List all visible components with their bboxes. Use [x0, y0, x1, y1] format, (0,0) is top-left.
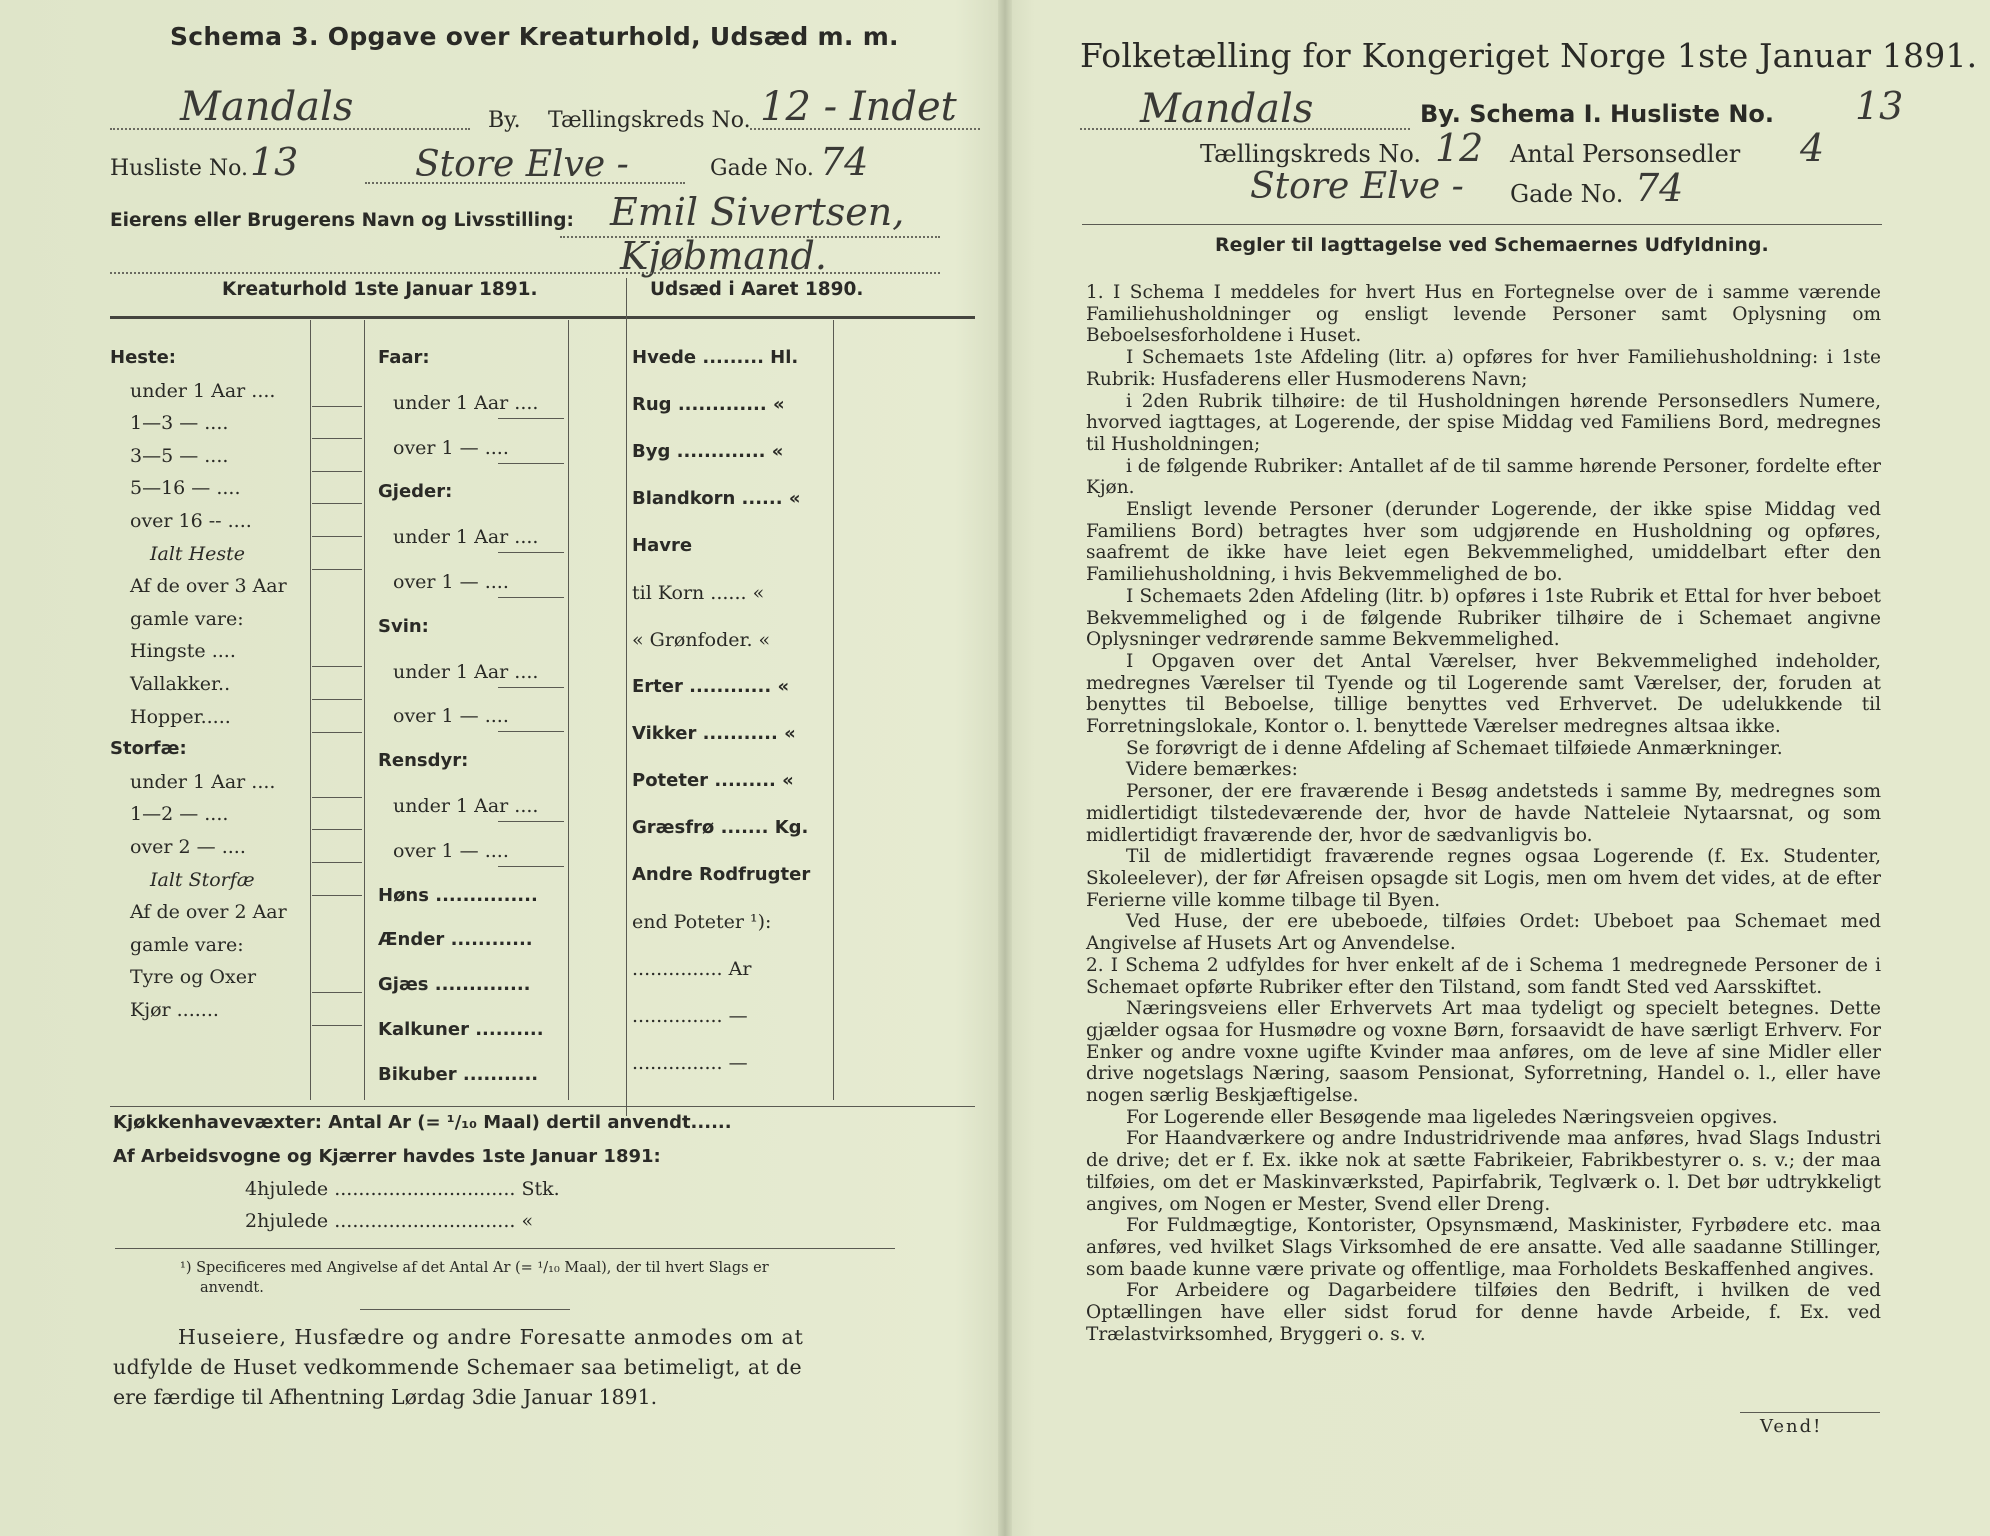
col2-row: Rensdyr: — [378, 750, 469, 772]
r-by-handwritten: Mandals — [1140, 86, 1314, 132]
col2-entry-line — [498, 687, 564, 688]
col1-row: Ialt Storfæ — [150, 868, 255, 891]
rules-paragraph: Se forøvrigt de i denne Afdeling af Schemaet tilføiede Anmærkninger. — [1126, 737, 1783, 759]
col1-row: Vallakker.. — [130, 673, 231, 695]
closing-line1: Huseiere, Husfædre og andre Foresatte anmodes om at — [178, 1325, 804, 1349]
r-gade-label: Gade No. — [1510, 180, 1624, 208]
r-husliste-handwritten: 13 — [1855, 84, 1904, 128]
rules-paragraph: Næringsveiens eller Erhvervets Art maa tydeligt og specielt betegnes. Dette gjælder ogsaa for Husmødre og voxne Børn, forsaavidt de have særligt Erhverv. For Enker og andre voxne ugifte Kvinder maa anføres, om de leve af sine Midler eller drive nogetslags Næring, saasom Pensionat, Syforretning, Handel o. l., eller have nogen særlig Beskjæftigelse. — [1086, 998, 1881, 1107]
col1-row: under 1 Aar .... — [130, 379, 276, 402]
col3-row: end Poteter ¹): — [632, 911, 772, 933]
col3-row: ............... — — [632, 1005, 748, 1027]
rules-paragraph: Til de midlertidigt fraværende regnes ogsaa Logerende (f. Ex. Studenter, Skoleelever), der før Afreisen opsagde sit Logis, men om hvem det vides, at de efter Ferierne ville komme tilbage til Byen. — [1086, 846, 1881, 911]
by-dotted-line — [110, 128, 470, 130]
col1-row: Ialt Heste — [150, 542, 246, 565]
col1-row: Tyre og Oxer — [130, 966, 257, 989]
street-handwritten: Store Elve - — [415, 144, 629, 185]
table-top-rule — [110, 316, 975, 319]
col1-entry-line — [312, 829, 362, 830]
col3-row: Andre Rodfrugter — [632, 864, 811, 885]
rules-paragraph: For Haandværkere og andre Industridrivende maa anføres, hvad Slags Industri de drive; det er f. Ex. ikke nok at sætte Fabrikeier, Fabrikbestyrer o. s. v.; der maa tilføies, om det er Maskinværksted, Papirfabrik, Teglværk o. l. Det bør udtrykkeligt angives, om Nogen er Mester, Svend eller Dreng. — [1086, 1128, 1881, 1215]
col2-value-left — [568, 320, 569, 1100]
col3-row: Vikker ........... « — [632, 723, 796, 744]
census-title: Folketælling for Kongeriget Norge 1ste Januar 1891. — [1080, 36, 1978, 75]
col3-row: Rug ............. « — [632, 394, 785, 415]
col1-entry-line — [312, 862, 362, 863]
husliste-label: Husliste No. — [110, 156, 248, 181]
col1-row: over 2 — .... — [130, 836, 246, 858]
col2-row: Høns ............... — [378, 884, 538, 906]
col3-row: « Grønfoder. « — [632, 629, 771, 651]
col3-row: Græsfrø ....... Kg. — [632, 817, 809, 838]
udsaed-divider — [626, 278, 627, 1116]
col1-entry-line — [312, 471, 362, 472]
col1-row: Af de over 2 Aar — [130, 901, 287, 924]
col2-row: Ænder ............ — [378, 929, 533, 951]
col2-row: over 1 — .... — [393, 839, 509, 862]
col3-value-left — [833, 320, 834, 1100]
col3-row: Byg ............. « — [632, 441, 784, 462]
r-header-rule — [1082, 224, 1882, 225]
col1-row: Heste: — [110, 347, 176, 368]
r-antal-handwritten: 4 — [1800, 126, 1825, 170]
rules-paragraph: 1. I Schema I meddeles for hvert Hus en Fortegnelse over de i samme værende Familiehusholdninger og ensligt levende Personer samt Oplysning om Beboelsesforholdene i Huset. — [1086, 282, 1881, 347]
hjul2-text: 2hjulede .............................. « — [245, 1210, 534, 1232]
by-handwritten: Mandals — [180, 84, 354, 130]
col3-row: ............... — — [632, 1052, 748, 1074]
by-label: By. — [488, 108, 521, 133]
col3-row: Erter ............ « — [632, 676, 790, 697]
col1-value-right — [364, 320, 365, 1100]
rules-paragraph: Ved Huse, der ere ubeboede, tilføies Ordet: Ubeboet paa Schemaet med Angivelse af Husets Art og Anvendelse. — [1086, 911, 1881, 955]
col1-row: 3—5 — .... — [130, 444, 229, 467]
col1-entry-line — [312, 1025, 362, 1026]
col1-row: Storfæ: — [110, 738, 187, 760]
rules-paragraph: For Arbeidere og Dagarbeidere tilføies den Bedrift, i hvilken de ved Optællingen have eller sidst forud for denne havde Arbeide, f. Ex. ved Trælastvirksomhed, Bryggeri o. s. v. — [1086, 1280, 1881, 1345]
col3-row: ............... Ar — [632, 958, 752, 980]
col1-row: Hopper..... — [130, 705, 231, 728]
col2-entry-line — [498, 463, 564, 464]
closing-line3: ere færdige til Afhentning Lørdag 3die Januar 1891. — [113, 1385, 658, 1409]
col2-row: under 1 Aar .... — [393, 391, 539, 414]
col1-row: 1—3 — .... — [130, 412, 229, 435]
rules-paragraph: Ensligt levende Personer (derunder Logerende, der ikke spise Middag ved Familiens Bord) betragtes hver som udgjørende en Husholdning og opføres, saafremt de ikke have leiet egen Bekvemmelighed, umiddelbart efter den Familiehusholdning, i hvis Bekvemmelighed de bo. — [1086, 499, 1881, 586]
vend-label: Vend! — [1760, 1416, 1823, 1437]
r-tk-label: Tællingskreds No. — [1200, 140, 1422, 168]
rules-paragraph: I Opgaven over det Antal Værelser, hver Bekvemmelighed indeholder, medregnes Værelser til Tyende og til Logerende samt Værelser, der, foruden at benyttes til Beboelse, tillige benyttes ved Erhvervet. De udelukkende til Forretningslokale, Kontor o. l. benyttede Værelser medregnes altsaa ikke. — [1086, 650, 1881, 738]
r-tk-handwritten: 12 — [1435, 126, 1484, 170]
col2-row: Bikuber ........... — [378, 1063, 539, 1085]
rules-paragraph: Personer, der ere fraværende i Besøg andetsteds i samme By, medregnes som midlertidigt tilstedeværende der, hvor de havde Natteleie Nytaarsnat, og som midlertidigt fraværende der, hvor de sædvanligvis bo. — [1086, 781, 1881, 846]
col2-entry-line — [498, 821, 564, 822]
rules-paragraph: I Schemaets 1ste Afdeling (litr. a) opføres for hver Familiehusholdning: i 1ste Rubrik: Husfaderens eller Husmoderens Navn; — [1086, 347, 1881, 390]
col1-entry-line — [312, 732, 362, 733]
table-bottom-rule — [110, 1106, 975, 1107]
col1-value-left — [310, 320, 311, 1100]
col2-row: Gjeder: — [378, 481, 453, 503]
street-dotted-line — [365, 182, 685, 184]
col2-row: under 1 Aar .... — [393, 795, 539, 817]
col3-row: Blandkorn ...... « — [632, 488, 801, 509]
col1-entry-line — [312, 406, 362, 407]
tk-label: Tællingskreds No. — [548, 108, 751, 133]
hjul4-text: 4hjulede .............................. Stk. — [245, 1178, 560, 1200]
kreatur-header: Kreaturhold 1ste Januar 1891. — [222, 279, 538, 300]
husliste-handwritten: 13 — [250, 140, 299, 184]
col1-entry-line — [312, 797, 362, 798]
col2-row: under 1 Aar .... — [393, 660, 539, 683]
col1-entry-line — [312, 992, 362, 993]
closing-short-rule — [360, 1309, 570, 1310]
col2-row: Svin: — [378, 615, 429, 637]
col3-row: Havre — [632, 535, 693, 556]
owner-dotted-line-1 — [560, 236, 940, 238]
col1-row: Kjør ....... — [130, 999, 219, 1021]
col2-entry-line — [498, 552, 564, 553]
footnote-line2: anvendt. — [200, 1280, 264, 1296]
r-by-line: By. Schema I. Husliste No. — [1420, 100, 1775, 128]
rules-paragraph: For Logerende eller Besøgende maa ligeledes Næringsveien opgives. — [1126, 1106, 1778, 1128]
col1-entry-line — [312, 569, 362, 570]
col1-row: gamle vare: — [130, 607, 244, 630]
r-by-dotted-line — [1080, 128, 1410, 130]
col2-row: Faar: — [378, 347, 430, 368]
footnote-rule — [115, 1248, 895, 1249]
col2-entry-line — [498, 866, 564, 867]
col2-row: under 1 Aar .... — [393, 526, 539, 549]
right-page-schema-1 — [1010, 0, 1990, 1536]
owner-occupation-handwritten: Kjøbmand. — [620, 234, 827, 278]
vend-rule — [1740, 1412, 1880, 1413]
col1-row: Hingste .... — [130, 640, 236, 663]
col1-row: gamle vare: — [130, 933, 244, 956]
arbeids-text: Af Arbeidsvogne og Kjærrer havdes 1ste Januar 1891: — [113, 1146, 661, 1167]
gade-label: Gade No. — [710, 156, 814, 181]
col2-row: Kalkuner .......... — [378, 1019, 544, 1040]
col3-row: Poteter ......... « — [632, 770, 794, 791]
rules-paragraph: i 2den Rubrik tilhøire: de til Husholdningen hørende Personsedlers Numere, hvorved iagttages, at Logerende, der spise Middag ved Familiens Bord, medregnes til Husholdningen; — [1086, 390, 1881, 455]
col1-entry-line — [312, 895, 362, 896]
owner-label: Eierens eller Brugerens Navn og Livsstilling: — [110, 210, 574, 231]
col3-row: til Korn ...... « — [632, 582, 765, 604]
closing-line2: udfylde de Huset vedkommende Schemaer saa betimeligt, at de — [113, 1355, 803, 1379]
col1-entry-line — [312, 438, 362, 439]
owner-name-handwritten: Emil Sivertsen, — [610, 190, 905, 234]
col3-row: Hvede ......... Hl. — [632, 347, 799, 368]
col1-row: under 1 Aar .... — [130, 770, 276, 793]
schema3-title: Schema 3. Opgave over Kreaturhold, Udsæd m. m. — [170, 22, 899, 51]
r-street-handwritten: Store Elve - — [1250, 166, 1464, 207]
col2-row: Gjæs .............. — [378, 974, 531, 996]
col1-row: over 16 -- .... — [130, 510, 252, 532]
r-gade-handwritten: 74 — [1635, 166, 1684, 210]
col1-entry-line — [312, 699, 362, 700]
rules-paragraph: Videre bemærkes: — [1126, 759, 1298, 781]
col2-row: over 1 — .... — [393, 705, 509, 728]
col2-entry-line — [498, 418, 564, 419]
kjokken-text: Kjøkkenhavevæxter: Antal Ar (= ¹/₁₀ Maal) dertil anvendt...... — [113, 1112, 732, 1133]
col2-entry-line — [498, 731, 564, 732]
col2-row: over 1 — .... — [393, 436, 509, 459]
rules-paragraph: For Fuldmægtige, Kontorister, Opsynsmænd, Maskinister, Fyrbødere etc. maa anføres, ved hvilket Slags Virksomhed de ere ansatte. Ved alle saadanne Stillinger, som baade kunne være private og offentlige, maa Forholdets Beskaffenhed angives. — [1086, 1215, 1881, 1280]
r-antal-label: Antal Personsedler — [1510, 140, 1741, 168]
udsaed-header: Udsæd i Aaret 1890. — [650, 279, 864, 300]
col2-row: over 1 — .... — [393, 571, 509, 593]
col1-row: Af de over 3 Aar — [130, 575, 287, 598]
col1-entry-line — [312, 536, 362, 537]
col1-row: 5—16 — .... — [130, 477, 241, 500]
rules-header: Regler til Iagttagelse ved Schemaernes Udfyldning. — [1215, 234, 1769, 256]
gade-handwritten: 74 — [820, 140, 869, 184]
tk-handwritten: 12 - Indet — [760, 84, 957, 130]
tk-dotted-line — [750, 128, 980, 130]
rules-paragraph: i de følgende Rubriker: Antallet af de til samme hørende Personer, fordelte efter Kjøn. — [1086, 455, 1881, 499]
col1-row: 1—2 — .... — [130, 803, 229, 826]
footnote-line1: ¹) Specificeres med Angivelse af det Antal Ar (= ¹/₁₀ Maal), der til hvert Slags er — [180, 1260, 769, 1276]
col1-entry-line — [312, 503, 362, 504]
rules-paragraph: 2. I Schema 2 udfyldes for hver enkelt af de i Schema 1 medregnede Personer de i Schemaet opførte Rubriker efter den Tilstand, som fandt Sted ved Aarsskiftet. — [1086, 954, 1881, 998]
rules-paragraph: I Schemaets 2den Afdeling (litr. b) opføres i 1ste Rubrik et Ettal for hver beboet Bekvemmelighed og i de følgende Rubriker tilhøire de i Schemaet angivne Oplysninger vedrørende samme Bekvemmelighed. — [1086, 585, 1881, 651]
rules-text — [1086, 282, 1881, 1345]
col1-entry-line — [312, 666, 362, 667]
col2-entry-line — [498, 597, 564, 598]
owner-dotted-line-2 — [110, 272, 940, 274]
